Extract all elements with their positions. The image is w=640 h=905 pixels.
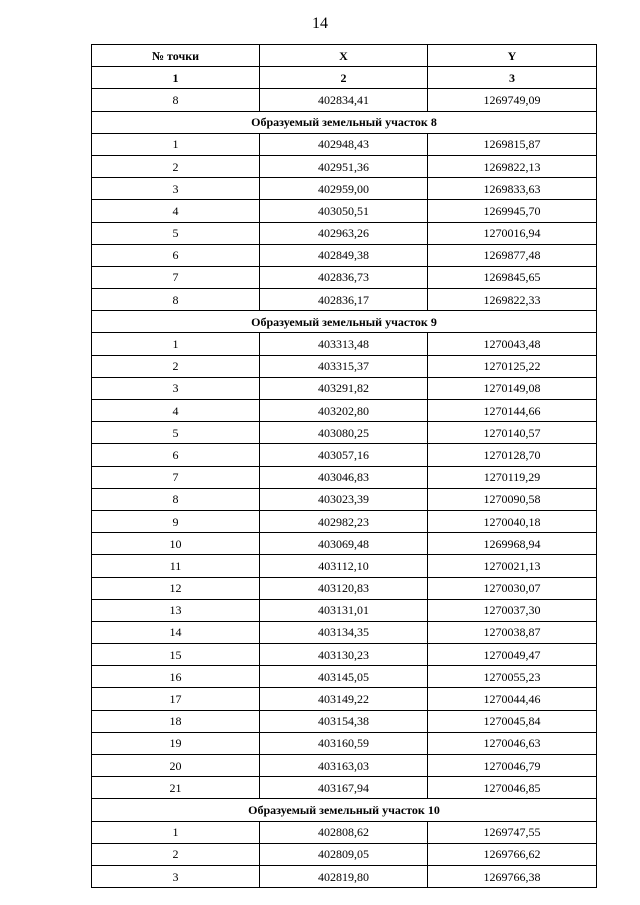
table-row [92,577,597,599]
y-coordinate-cell: 1269766,62 [428,843,597,865]
point-number-cell: 1 [92,821,260,843]
x-coordinate-cell: 403057,16 [260,444,428,466]
x-coordinate-cell: 403130,23 [260,644,428,666]
y-coordinate-cell: 1269877,48 [428,244,597,266]
x-coordinate-cell: 403050,51 [260,200,428,222]
point-number-cell: 5 [92,222,260,244]
x-coordinate-cell: 402836,17 [260,289,428,311]
coordinates-table [91,44,597,888]
y-coordinate-cell: 1270030,07 [428,577,597,599]
table-row [92,865,597,887]
point-number-cell: 11 [92,555,260,577]
y-coordinate-cell: 1270128,70 [428,444,597,466]
x-coordinate-cell: 402982,23 [260,510,428,532]
point-number-cell: 1 [92,333,260,355]
point-number-cell: 3 [92,377,260,399]
point-number-cell: 9 [92,510,260,532]
y-coordinate-cell: 1269845,65 [428,266,597,288]
point-number-cell: 4 [92,200,260,222]
table-row [92,400,597,422]
point-number-cell: 2 [92,155,260,177]
point-number-cell: 20 [92,755,260,777]
table-row [92,333,597,355]
page-number: 14 [312,15,328,32]
table-row [92,133,597,155]
y-coordinate-cell: 1270043,48 [428,333,597,355]
y-coordinate-cell: 1270038,87 [428,621,597,643]
table-row [92,244,597,266]
table-row [92,688,597,710]
section-header-row [92,311,597,333]
point-number-cell: 8 [92,89,260,111]
section-header-row [92,799,597,821]
y-coordinate-cell: 1270125,22 [428,355,597,377]
table-row [92,555,597,577]
point-number-cell: 17 [92,688,260,710]
point-number-cell: 6 [92,244,260,266]
column-number-2: 2 [260,67,428,89]
x-coordinate-cell: 403313,48 [260,333,428,355]
point-number-cell: 14 [92,621,260,643]
y-coordinate-cell: 1270140,57 [428,422,597,444]
header-point-number: № точки [92,45,260,67]
table-row [92,777,597,799]
table-row [92,377,597,399]
point-number-cell: 2 [92,355,260,377]
table-row [92,843,597,865]
x-coordinate-cell: 402849,38 [260,244,428,266]
x-coordinate-cell: 403149,22 [260,688,428,710]
x-coordinate-cell: 403145,05 [260,666,428,688]
x-coordinate-cell: 403315,37 [260,355,428,377]
y-coordinate-cell: 1270144,66 [428,400,597,422]
point-number-cell: 12 [92,577,260,599]
header-x: X [260,45,428,67]
point-number-cell: 2 [92,843,260,865]
point-number-cell: 7 [92,266,260,288]
y-coordinate-cell: 1270090,58 [428,488,597,510]
y-coordinate-cell: 1270119,29 [428,466,597,488]
y-coordinate-cell: 1270046,85 [428,777,597,799]
y-coordinate-cell: 1270149,08 [428,377,597,399]
y-coordinate-cell: 1270046,79 [428,755,597,777]
x-coordinate-cell: 402959,00 [260,178,428,200]
point-number-cell: 19 [92,732,260,754]
point-number-cell: 1 [92,133,260,155]
table-row [92,222,597,244]
point-number-cell: 8 [92,488,260,510]
table-header-row [92,45,597,67]
section-title: Образуемый земельный участок 9 [92,311,597,333]
column-number-row [92,67,597,89]
table-row [92,444,597,466]
y-coordinate-cell: 1269815,87 [428,133,597,155]
point-number-cell: 10 [92,533,260,555]
x-coordinate-cell: 402963,26 [260,222,428,244]
x-coordinate-cell: 403291,82 [260,377,428,399]
y-coordinate-cell: 1270037,30 [428,599,597,621]
y-coordinate-cell: 1270021,13 [428,555,597,577]
y-coordinate-cell: 1270016,94 [428,222,597,244]
x-coordinate-cell: 403069,48 [260,533,428,555]
x-coordinate-cell: 402819,80 [260,865,428,887]
x-coordinate-cell: 402809,05 [260,843,428,865]
x-coordinate-cell: 402834,41 [260,89,428,111]
table-row [92,644,597,666]
y-coordinate-cell: 1270040,18 [428,510,597,532]
y-coordinate-cell: 1269747,55 [428,821,597,843]
header-y: Y [428,45,597,67]
x-coordinate-cell: 403167,94 [260,777,428,799]
y-coordinate-cell: 1269822,13 [428,155,597,177]
y-coordinate-cell: 1270049,47 [428,644,597,666]
table-row [92,666,597,688]
y-coordinate-cell: 1269945,70 [428,200,597,222]
point-number-cell: 8 [92,289,260,311]
table-row [92,821,597,843]
table-row [92,155,597,177]
y-coordinate-cell: 1270045,84 [428,710,597,732]
x-coordinate-cell: 403160,59 [260,732,428,754]
x-coordinate-cell: 402836,73 [260,266,428,288]
point-number-cell: 6 [92,444,260,466]
point-number-cell: 4 [92,400,260,422]
table-row [92,732,597,754]
table-row [92,510,597,532]
point-number-cell: 16 [92,666,260,688]
column-number-3: 3 [428,67,597,89]
x-coordinate-cell: 403112,10 [260,555,428,577]
section-title: Образуемый земельный участок 10 [92,799,597,821]
x-coordinate-cell: 403163,03 [260,755,428,777]
x-coordinate-cell: 403023,39 [260,488,428,510]
table-row [92,266,597,288]
x-coordinate-cell: 402948,43 [260,133,428,155]
table-row [92,488,597,510]
x-coordinate-cell: 403131,01 [260,599,428,621]
point-number-cell: 21 [92,777,260,799]
x-coordinate-cell: 402951,36 [260,155,428,177]
x-coordinate-cell: 403202,80 [260,400,428,422]
x-coordinate-cell: 403134,35 [260,621,428,643]
table-row [92,200,597,222]
x-coordinate-cell: 403080,25 [260,422,428,444]
table-row [92,533,597,555]
x-coordinate-cell: 402808,62 [260,821,428,843]
section-header-row [92,111,597,133]
x-coordinate-cell: 403154,38 [260,710,428,732]
table-row [92,710,597,732]
table-row [92,89,597,111]
point-number-cell: 15 [92,644,260,666]
table-row [92,621,597,643]
table-row [92,466,597,488]
table-row [92,355,597,377]
table-row [92,289,597,311]
column-number-1: 1 [92,67,260,89]
y-coordinate-cell: 1269766,38 [428,865,597,887]
x-coordinate-cell: 403046,83 [260,466,428,488]
y-coordinate-cell: 1270044,46 [428,688,597,710]
table-row [92,599,597,621]
y-coordinate-cell: 1269833,63 [428,178,597,200]
point-number-cell: 3 [92,865,260,887]
y-coordinate-cell: 1269968,94 [428,533,597,555]
y-coordinate-cell: 1270046,63 [428,732,597,754]
point-number-cell: 5 [92,422,260,444]
table-row [92,755,597,777]
table-row [92,422,597,444]
point-number-cell: 7 [92,466,260,488]
table-body [92,67,597,888]
point-number-cell: 13 [92,599,260,621]
point-number-cell: 18 [92,710,260,732]
y-coordinate-cell: 1269822,33 [428,289,597,311]
table-row [92,178,597,200]
section-title: Образуемый земельный участок 8 [92,111,597,133]
y-coordinate-cell: 1270055,23 [428,666,597,688]
y-coordinate-cell: 1269749,09 [428,89,597,111]
x-coordinate-cell: 403120,83 [260,577,428,599]
point-number-cell: 3 [92,178,260,200]
